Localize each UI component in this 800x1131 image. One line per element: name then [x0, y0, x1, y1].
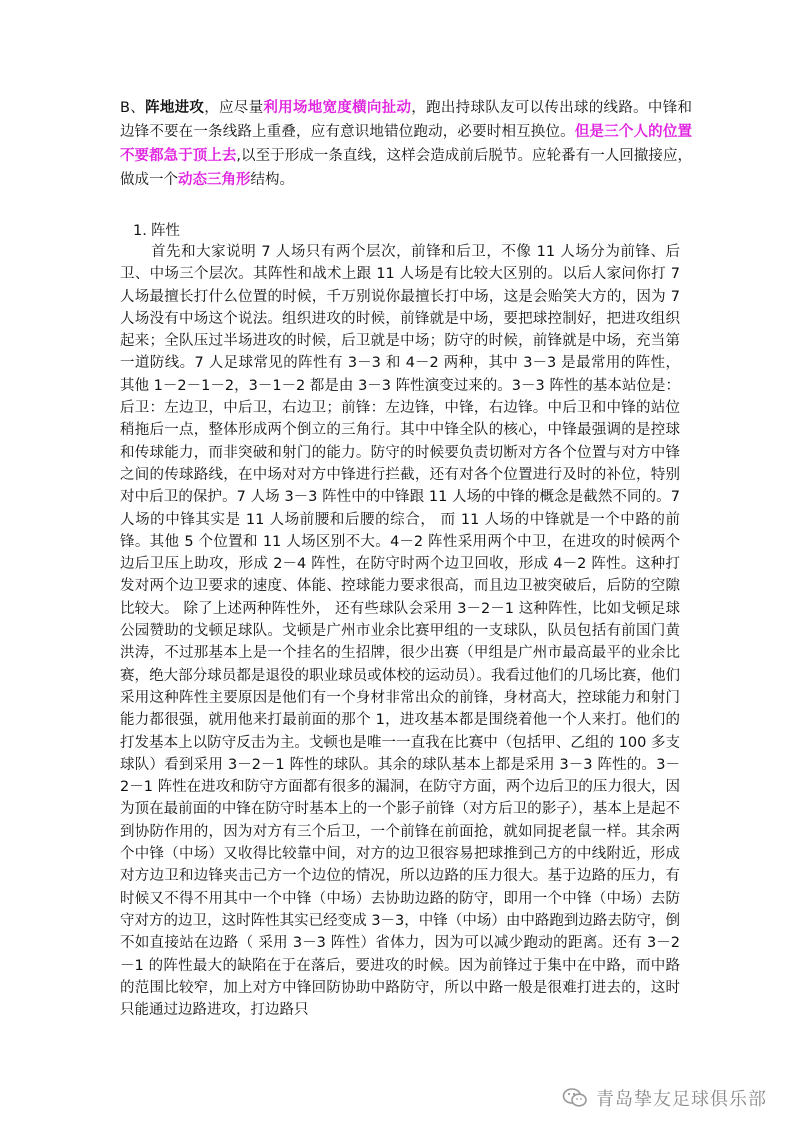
intro-text-3: ,以至于形成一条直线，这样会造成前后脱节。应轮番有一人回撤接应，做成一个	[120, 148, 692, 188]
wechat-icon	[562, 1087, 588, 1109]
intro-term-positional-attack: 阵地进攻	[145, 100, 205, 116]
intro-prefix: B、	[120, 100, 146, 116]
intro-highlight-triangle: 动态三角形	[178, 172, 251, 188]
body-paragraph: 首先和大家说明 7 人场只有两个层次，前锋和后卫，不像 11 人场分为前锋、后卫、中场三个层次。其阵性和战术上跟 11 人场是有比较大区别的。以后人家问你打 7 人场最擅长打什么位置的时候，千万别说你最擅长打中场，这是会贻笑大方的，因为 7 人场没有中场这个说法。组织进攻的时候，前锋就是中场，要把球控制好，把进攻组织起来；全队压过半场进攻的时候，后卫就是中场；防守的时候，前锋就是中场，充当第一道防线。7 人足球常见的阵性有 3－3 和 4－2 两种，其中 3－3 是最常用的阵性，其他 1－2－1－2，3－1－2 都是由 3－3 阵性演变过来的。3－3 阵性的基本站位是：后卫：左边卫，中后卫，右边卫；前锋：左边锋，中锋，右边锋。中后卫和中锋的站位稍拖后一点，整体形成两个倒立的三角行。其中中锋全队的核心，中锋最强调的是控球和传球能力，而非突破和射门的能力。防守的时候要负责切断对方各个位置与对方中锋之间的传球路线，在中场对对方中锋进行拦截，还有对各个位置进行及时的补位，特别对中后卫的保护。7 人场 3－3 阵性中的中锋跟 11 人场的中锋的概念是截然不同的。7 人场的中锋其实是 11 人场前腰和后腰的综合， 而 11 人场的中锋就是一个中路的前锋。其他 5 个位置和 11 人场区别不大。4－2 阵性采用两个中卫，在进攻的时候两个边后卫压上助攻，形成 2－4 阵性，在防守时两个边卫回收，形成 4－2 阵性。这种打发对两个边卫要求的速度、体能、控球能力要求很高，而且边卫被突破后，后防的空隙比较大。 除了上述两种阵性外， 还有些球队会采用 3－2－1 这种阵性，比如戈顿足球公园赞助的戈顿足球队。戈顿是广州市业余比赛甲组的一支球队，队员包括有前国门黄洪涛，不过那基本上是一个挂名的生招牌，很少出赛（甲组是广州市最高最平的业余比赛，绝大部分球员都是退役的职业球员或体校的运动员）。我看过他们的几场比赛，他们采用这种阵性主要原因是他们有一个身材非常出众的前锋，身材高大，控球能力和射门能力都很强，就用他来打最前面的那个 1，进攻基本都是围绕着他一个人来打。他们的打发基本上以防守反击为主。戈顿也是唯一一直我在比赛中（包括甲、乙组的 100 多支球队）看到采用 3－2－1 阵性的球队。其余的球队基本上都是采用 3－3 阵性的。3－2－1 阵性在进攻和防守方面都有很多的漏洞，在防守方面，两个边后卫的压力很大，因为顶在最前面的中锋在防守时基本上的一个影子前锋（对方后卫的影子），基本上是起不到协防作用的，因为对方有三个后卫，一个前锋在前面抢，就如同捉老鼠一样。其余两个中锋（中场）又收得比较靠中间，对方的边卫很容易把球推到己方的中线附近，形成对方边卫和边锋夹击己方一个边位的情况，所以边路的压力很大。基于边路的压力，有时候又不得不用其中一个中锋（中场）去协助边路的防守，即用一个中锋（中场）去防守对方的边卫，这时阵性其实已经变成 3－3，中锋（中场）由中路跑到边路去防守，倒不如直接站在边路（ 采用 3－3 阵性）省体力，因为可以减少跑动的距离。还有 3－2－1 的阵性最大的缺陷在于在落后，要进攻的时候。因为前锋过于集中在中路，而中路的范围比较窄，加上对方中锋回防协助中路防守，所以中路一般是很难打进去的，这时只能通过边路进攻，打边路只	[120, 244, 680, 1019]
section-number: 1.	[133, 223, 147, 239]
footer-watermark	[562, 1085, 767, 1111]
intro-text-4: 结构。	[250, 172, 294, 188]
intro-text-1: ，应尽量	[204, 100, 264, 116]
intro-highlight-width: 利用场地宽度横向扯动	[263, 100, 412, 116]
intro-highlight-position: 但是三个人的位置不要都急于顶上去	[120, 124, 693, 164]
section-title: 阵性	[151, 223, 180, 239]
body-text	[120, 241, 680, 1021]
intro-paragraph	[120, 96, 692, 192]
section-heading	[133, 219, 180, 243]
footer-text: 青岛挚友足球俱乐部	[596, 1089, 767, 1110]
intro-text-2: ，跑出持球队友可以传出球的线路。中锋和边锋不要在一条线路上重叠，应有意识地错位跑动，必要时相互换位。	[120, 100, 693, 140]
